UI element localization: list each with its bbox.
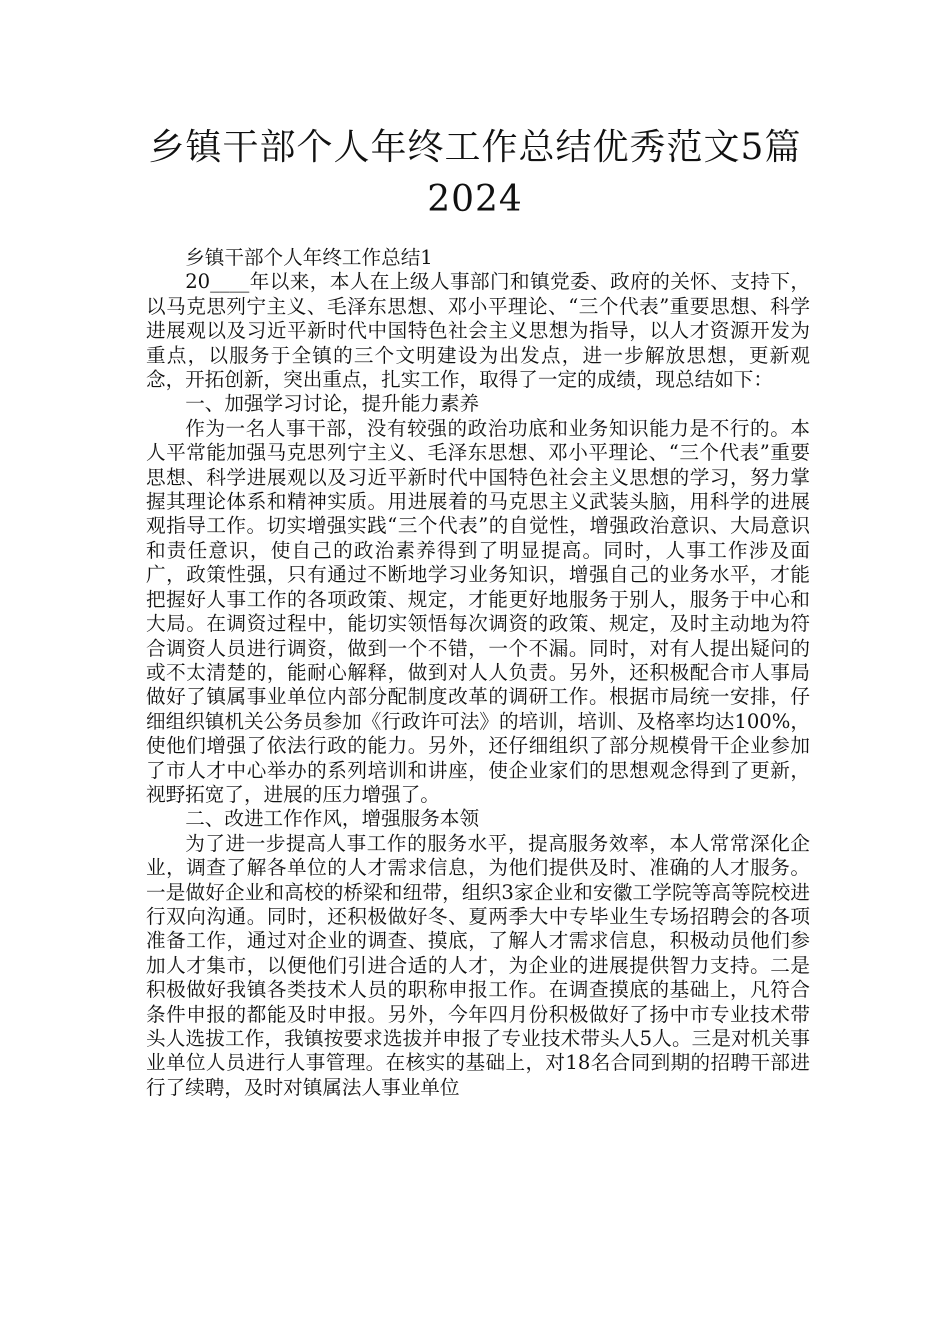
section-heading: 一、加强学习讨论，提升能力素养 [185, 392, 480, 416]
document-body [146, 246, 810, 1100]
section-heading: 二、改进工作作风，增强服务本领 [185, 807, 480, 831]
title-line-1: 乡镇干部个人年终工作总结优秀范文5篇 [148, 127, 802, 168]
body-paragraph: 为了进一步提高人事工作的服务水平，提高服务效率，本人常常深化企业，调查了解各单位的人才需求信息，为他们提供及时、准确的人才服务。一是做好企业和高校的桥梁和纽带，组织3家企业和安徽工学院等高等院校进行双向沟通。同时，还积极做好冬、夏两季大中专毕业生专场招聘会的各项准备工作，通过对企业的调查、摸底，了解人才需求信息，积极动员他们参加人才集市，以便他们引进合适的人才，为企业的进展提供智力支持。二是积极做好我镇各类技术人员的职称申报工作。在调查摸底的基础上，凡符合条件申报的都能及时申报。另外，今年四月份积极做好了扬中市专业技术带头人选拔工作，我镇按要求选拔并申报了专业技术带头人5人。三是对机关事业单位人员进行人事管理。在核实的基础上，对18名合同到期的招聘干部进行了续聘，及时对镇属法人事业单位 [146, 831, 810, 1099]
body-paragraph: 作为一名人事干部，没有较强的政治功底和业务知识能力是不行的。本人平常能加强马克思列宁主义、毛泽东思想、邓小平理论、“三个代表”重要思想、科学进展观以及习近平新时代中国特色社会主义思想的学习，努力掌握其理论体系和精神实质。用进展着的马克思主义武装头脑，用科学的进展观指导工作。切实增强实践“三个代表”的自觉性，增强政治意识、大局意识和责任意识，使自己的政治素养得到了明显提高。同时，人事工作涉及面广，政策性强，只有通过不断地学习业务知识，增强自己的业务水平，才能把握好人事工作的各项政策、规定，才能更好地服务于别人，服务于中心和大局。在调资过程中，能切实领悟每次调资的政策、规定，及时主动地为符合调资人员进行调资，做到一个不错，一个不漏。同时，对有人提出疑问的或不太清楚的，能耐心解释，做到对人人负责。另外，还积极配合市人事局做好了镇属事业单位内部分配制度改革的调研工作。根据市局统一安排，仔细组织镇机关公务员参加《行政许可法》的培训，培训、及格率均达100%，使他们增强了依法行政的能力。另外，还仔细组织了部分规模骨干企业参加了市人才中心举办的系列培训和讲座，使企业家们的思想观念得到了更新，视野拓宽了，进展的压力增强了。 [146, 416, 810, 806]
title-line-2: 2024 [427, 179, 523, 220]
document-title [100, 122, 850, 226]
section-heading: 乡镇干部个人年终工作总结1 [185, 246, 433, 269]
intro-paragraph: 20____年以来，本人在上级人事部门和镇党委、政府的关怀、支持下，以马克思列宁主义、毛泽东思想、邓小平理论、“三个代表”重要思想、科学进展观以及习近平新时代中国特色社会主义思想为指导，以人才资源开发为重点，以服务于全镇的三个文明建设为出发点，进一步解放思想，更新观念，开拓创新，突出重点，扎实工作，取得了一定的成绩，现总结如下： [146, 270, 810, 392]
